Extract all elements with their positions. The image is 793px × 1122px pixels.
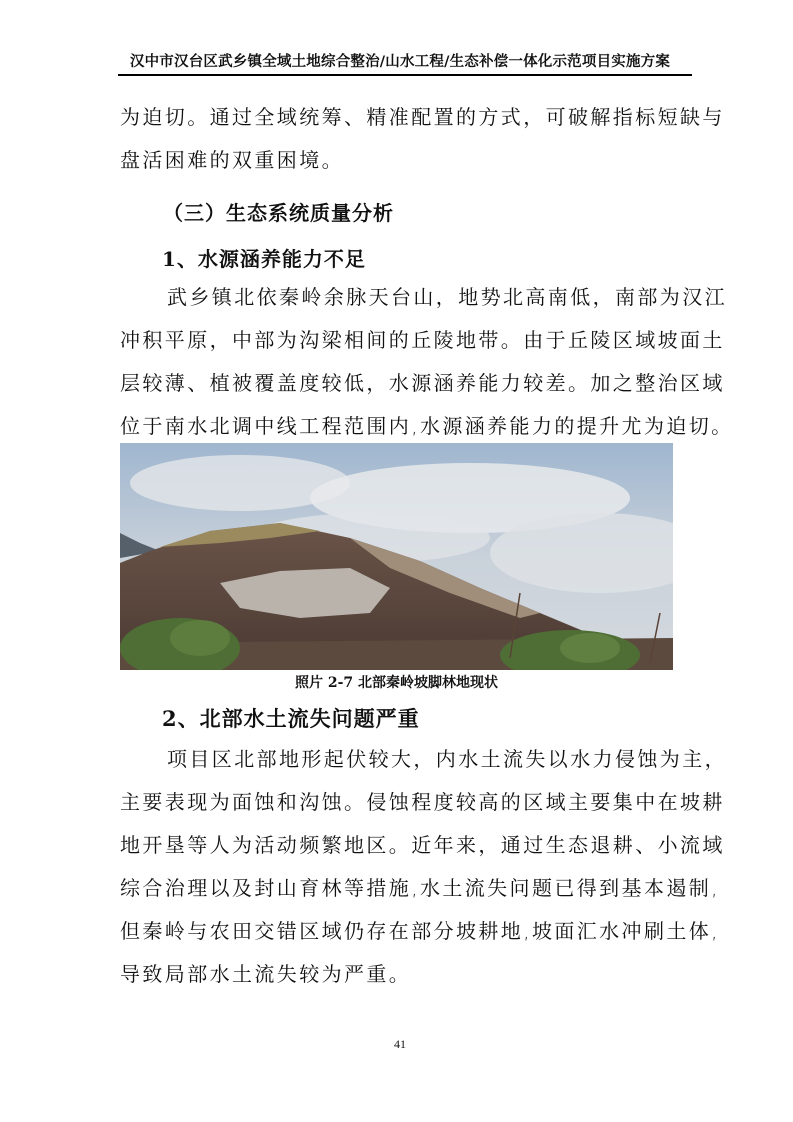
mountain-photo <box>120 443 673 670</box>
running-header: 汉中市汉台区武乡镇全域土地综合整治/山水工程/生态补偿一体化示范项目实施方案 <box>129 54 671 70</box>
subsection-heading-1: 1、水源涵养能力不足 <box>162 247 366 271</box>
paragraph-line: 冲积平原，中部为沟梁相间的丘陵地带。由于丘陵区域坡面土 <box>120 328 725 352</box>
subsection-2-paragraph <box>120 738 727 996</box>
mountain-photo-image <box>120 443 673 670</box>
subsection-1-paragraph <box>120 276 734 448</box>
paragraph-line: 导致局部水土流失较为严重。 <box>120 962 412 986</box>
paragraph-line: 地开垦等人为活动频繁地区。近年来，通过生态退耕、小流域 <box>120 833 725 857</box>
paragraph-line: 位于南水北调中线工程范围内,水源涵养能力的提升尤为迫切。 <box>120 414 734 438</box>
intro-paragraph <box>120 96 725 182</box>
paragraph-line: 为迫切。通过全域统筹、精准配置的方式，可破解指标短缺与 <box>120 105 725 129</box>
figure-caption: 照片 2-7 北部秦岭坡脚林地现状 <box>294 675 499 691</box>
paragraph-line: 盘活困难的双重困境。 <box>120 148 344 172</box>
page-number: 41 <box>394 1037 406 1051</box>
paragraph-line: 武乡镇北依秦岭余脉天台山，地势北高南低，南部为汉江 <box>167 285 727 309</box>
subsection-heading-2: 2、北部水土流失问题严重 <box>162 706 420 731</box>
header-rule <box>118 74 692 76</box>
paragraph-line: 综合治理以及封山育林等措施,水土流失问题已得到基本遏制, <box>120 876 720 900</box>
section-heading: （三）生态系统质量分析 <box>163 201 394 225</box>
paragraph-line: 层较薄、植被覆盖度较低，水源涵养能力较差。加之整治区域 <box>120 371 725 395</box>
paragraph-line: 主要表现为面蚀和沟蚀。侵蚀程度较高的区域主要集中在坡耕 <box>120 790 725 814</box>
paragraph-line: 但秦岭与农田交错区域仍存在部分坡耕地,坡面汇水冲刷土体, <box>120 919 720 943</box>
paragraph-line: 项目区北部地形起伏较大，内水土流失以水力侵蚀为主， <box>167 747 727 771</box>
